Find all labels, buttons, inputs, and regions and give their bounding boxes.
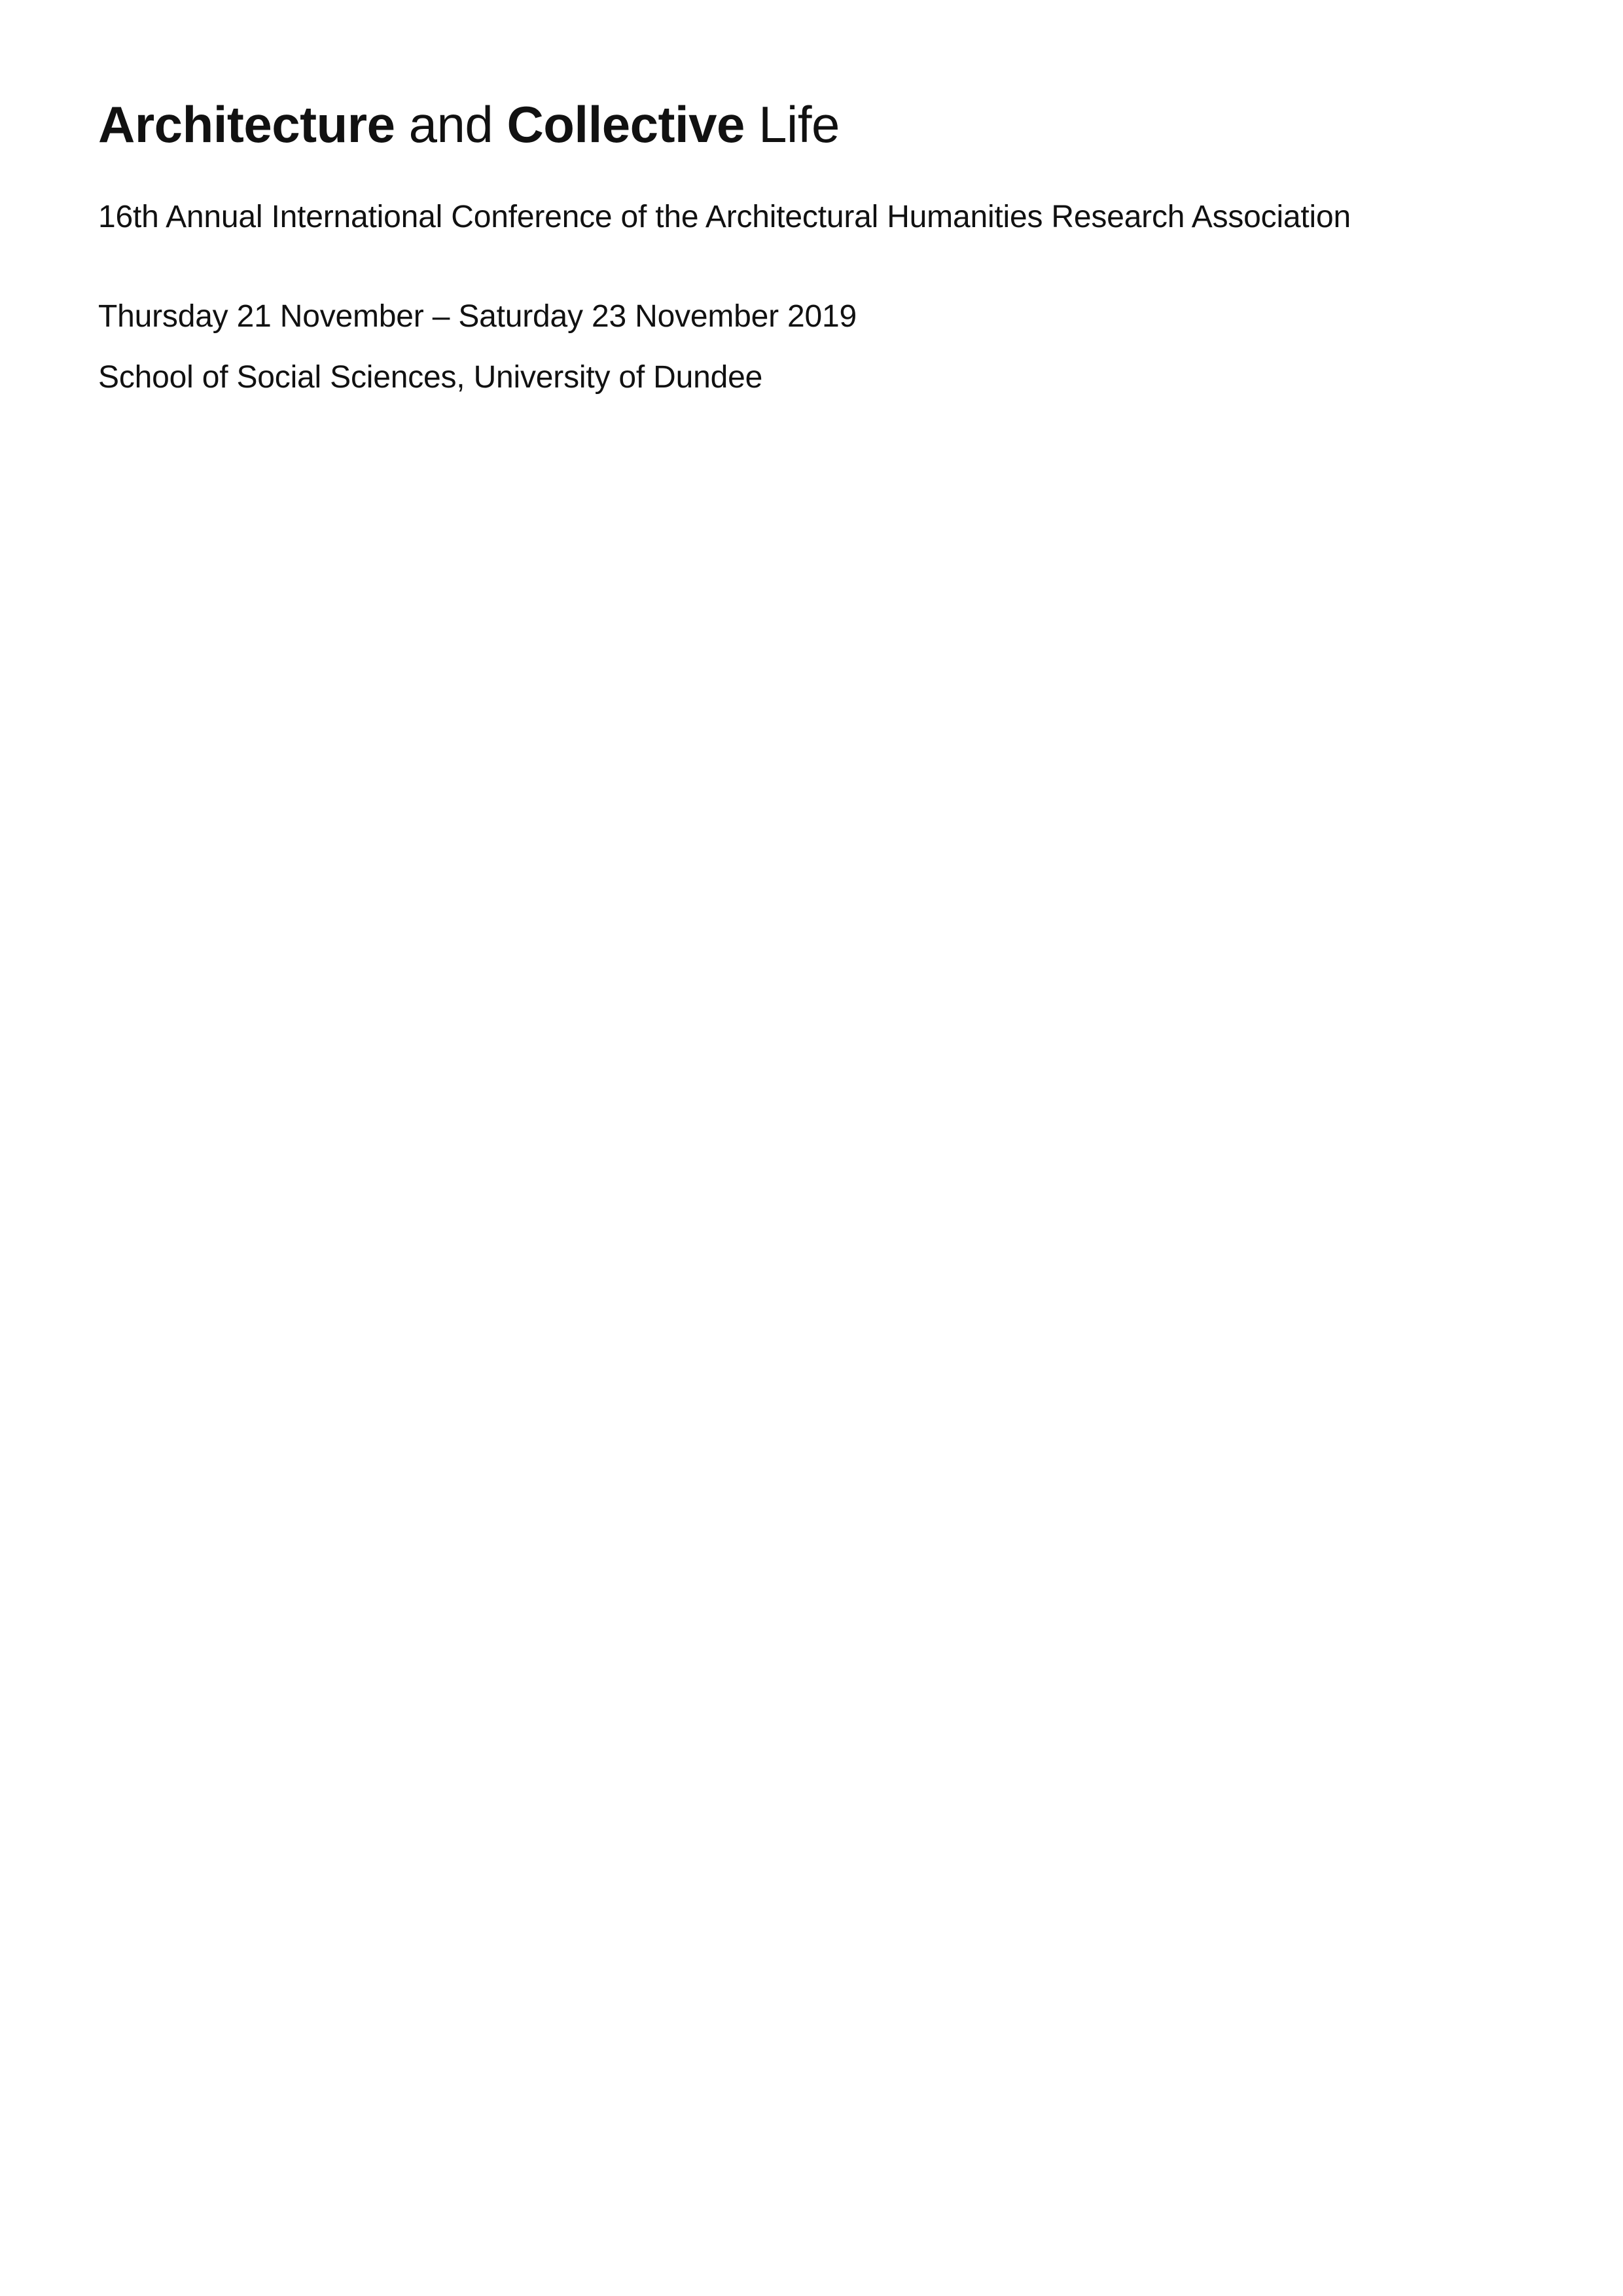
conference-subtitle: 16th Annual International Conference of the Architectural Humanities Research Association	[98, 200, 1351, 234]
title-word-and: and	[395, 96, 507, 153]
page-title	[98, 98, 840, 152]
conference-dates: Thursday 21 November – Saturday 23 November 2019	[98, 299, 857, 334]
conference-venue: School of Social Sciences, University of Dundee	[98, 360, 763, 395]
title-word-collective: Collective	[507, 96, 745, 153]
title-word-life: Life	[744, 96, 840, 153]
title-word-architecture: Architecture	[98, 96, 395, 153]
